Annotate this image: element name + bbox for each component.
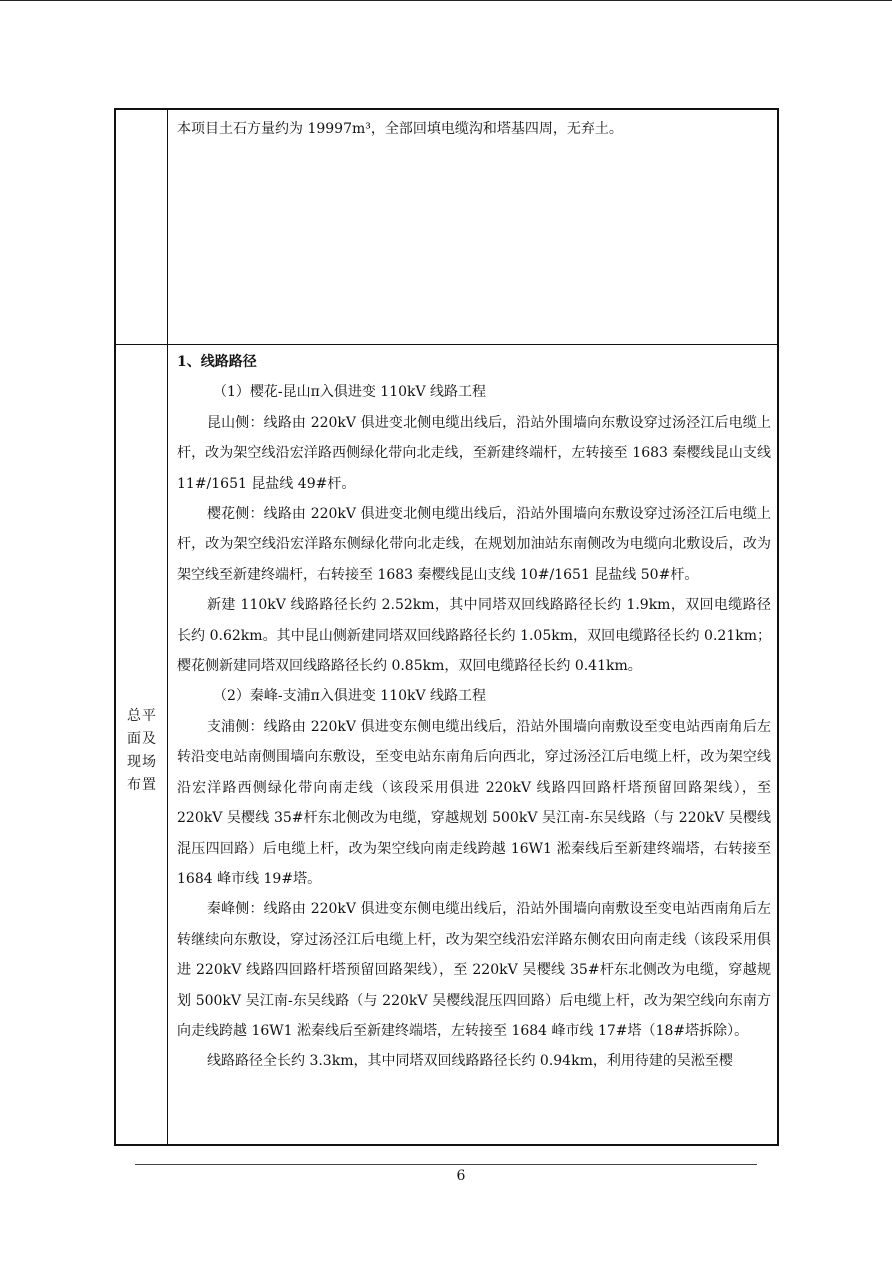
row-label-line: 布置 [127,777,157,793]
page-top-border [0,0,892,1]
table-row-earthwork [116,110,777,345]
row-label-line: 面及 [127,731,157,747]
footer-divider [135,1164,757,1165]
paragraph-zhipu-side: 支浦侧：线路由 220kV 俱进变东侧电缆出线后，沿站外围墙向南敷设至变电站西南角后左转沿变电站南侧围墙向东敷设，至变电站东南角后向西北，穿过汤泾江后电缆上杆，改为架空线沿宏洋路西侧绿化带向南走线（该段采用俱进 220kV 线路四回路杆塔预留回路架线），至 220kV 吴樱线 35#杆东北侧改为电缆，穿越规划 500kV 吴江南-东吴线路（与 220kV 吴樱线混压四回路）后电缆上杆，改为架空线向南走线跨越 16W1 淞秦线后至新建终端塔，右转接至 1684 峰市线 19#塔。 [177,718,771,887]
row-label-cell-layout [116,345,168,1144]
page-number: 6 [456,1168,466,1184]
row-label-line: 总平 [127,708,157,724]
subsection-heading-yinghua-kunshan: （1）樱花-昆山π入俱进变 110kV 线路工程 [213,384,487,401]
table-row-layout [116,345,777,1144]
paragraph-new-110kv-length: 新建 110kV 线路路径长约 2.52km，其中同塔双回线路路径长约 1.9km，双回电缆路径长约 0.62km。其中昆山侧新建同塔双回线路路径长约 1.05km，双回电缆路径长约 0.21km；樱花侧新建同塔双回线路路径长约 0.85km，双回电缆路径长约 0.41km。 [177,597,771,675]
row-label-line: 现场 [127,754,157,770]
paragraph-yinghua-side: 樱花侧：线路由 220kV 俱进变北侧电缆出线后，沿站外围墙向东敷设穿过汤泾江后电缆上杆，改为架空线沿宏洋路东侧绿化带向北走线，在规划加油站东南侧改为电缆向北敷设后，改为架空线至新建终端杆，右转接至 1683 秦樱线昆山支线 10#/1651 昆盐线 50#杆。 [177,506,771,583]
earthwork-paragraph: 本项目土石方量约为 19997m³，全部回填电缆沟和塔基四周，无弃土。 [177,121,623,137]
project-info-table [114,108,779,1146]
layout-content-cell [168,345,777,1144]
section-heading-line-route: 1、线路路径 [177,354,257,370]
paragraph-qinfeng-side: 秦峰侧：线路由 220kV 俱进变东侧电缆出线后，沿站外围墙向南敷设至变电站西南角后左转继续向东敷设，穿过汤泾江后电缆上杆，改为架空线沿宏洋路东侧农田向南走线（该段采用俱进 220kV 线路四回路杆塔预留回路架线），至 220kV 吴樱线 35#杆东北侧改为电缆，穿越规划 500kV 吴江南-东吴线路（与 220kV 吴樱线混压四回路）后电缆上杆，改为架空线向东南方向走线跨越 16W1 淞秦线后至新建终端塔，左转接至 1684 峰市线 17#塔（18#塔拆除）。 [177,901,771,1039]
earthwork-content-cell [168,110,777,344]
paragraph-kunshan-side: 昆山侧：线路由 220kV 俱进变北侧电缆出线后，沿站外围墙向东敷设穿过汤泾江后电缆上杆，改为架空线沿宏洋路西侧绿化带向北走线，至新建终端杆，左转接至 1683 秦樱线昆山支线 11#/1651 昆盐线 49#杆。 [177,414,771,492]
row-label-layout [116,705,168,797]
row-label-cell-empty [116,110,168,344]
subsection-heading-qinfeng-zhipu: （2）秦峰-支浦π入俱进变 110kV 线路工程 [213,688,487,705]
paragraph-total-route-length: 线路路径全长约 3.3km，其中同塔双回线路路径长约 0.94km，利用待建的吴淞至樱 [207,1053,733,1070]
